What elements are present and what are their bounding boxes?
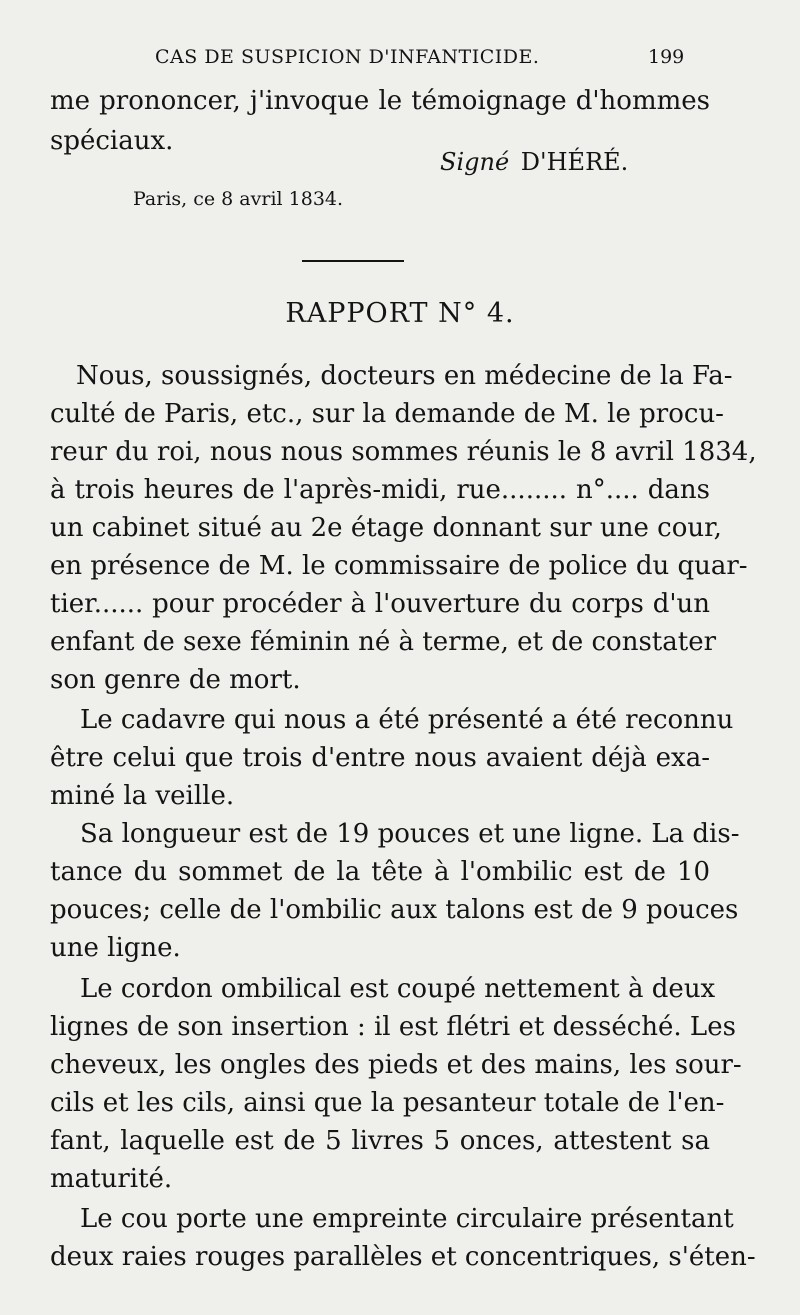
report-title: RAPPORT N° 4. [285, 298, 515, 329]
text-line: son genre de mort. [50, 665, 301, 695]
text-line: Nous, soussignés, docteurs en médecine de la Fa- [76, 361, 733, 391]
signature [440, 148, 628, 176]
text-line: Le cou porte une empreinte circulaire présentant [80, 1204, 734, 1234]
text-line: reur du roi, nous nous sommes réunis le 8 avril 1834, [50, 437, 757, 467]
page-number: 199 [648, 46, 685, 68]
text-line: deux raies rouges parallèles et concentriques, s'éten- [50, 1242, 756, 1272]
text-line: culté de Paris, etc., sur la demande de M. le procu- [50, 399, 724, 429]
section-divider [302, 260, 404, 262]
text-line: miné la veille. [50, 781, 235, 811]
signature-name: D'HÉRÉ. [520, 148, 629, 176]
text-line: maturité. [50, 1164, 173, 1194]
text-line: Le cordon ombilical est coupé nettement à deux [80, 974, 716, 1004]
text-line: fant, laquelle est de 5 livres 5 onces, attestent sa [50, 1126, 710, 1156]
text-line: lignes de son insertion : il est flétri et desséché. Les [50, 1012, 736, 1042]
text-line: cheveux, les ongles des pieds et des mains, les sour- [50, 1050, 742, 1080]
text-line: cils et les cils, ainsi que la pesanteur totale de l'en- [50, 1088, 725, 1118]
date-line: Paris, ce 8 avril 1834. [133, 188, 344, 210]
text-line: un cabinet situé au 2e étage donnant sur une cour, [50, 513, 722, 543]
text-line: en présence de M. le commissaire de police du quar- [50, 551, 748, 581]
text-line: tance du sommet de la tête à l'ombilic est de 10 [50, 857, 710, 887]
text-line: être celui que trois d'entre nous avaient déjà exa- [50, 743, 710, 773]
text-line: pouces; celle de l'ombilic aux talons est de 9 pouces [50, 895, 739, 925]
text-line: une ligne. [50, 933, 181, 963]
text-line: Le cadavre qui nous a été présenté a été reconnu [80, 705, 734, 735]
running-title: CAS DE SUSPICION D'INFANTICIDE. [155, 46, 540, 68]
text-line: Sa longueur est de 19 pouces et une ligne. La dis- [80, 819, 740, 849]
text-line: enfant de sexe féminin né à terme, et de constater [50, 627, 717, 657]
text-line: tier...... pour procéder à l'ouverture du corps d'un [50, 589, 710, 619]
text-line: à trois heures de l'après-midi, rue........ n°.... dans [50, 475, 710, 505]
text-line: me prononcer, j'invoque le témoignage d'hommes [50, 86, 710, 116]
page-header [0, 46, 800, 76]
signature-label: Signé [440, 148, 510, 176]
text-line: spéciaux. [50, 126, 174, 156]
